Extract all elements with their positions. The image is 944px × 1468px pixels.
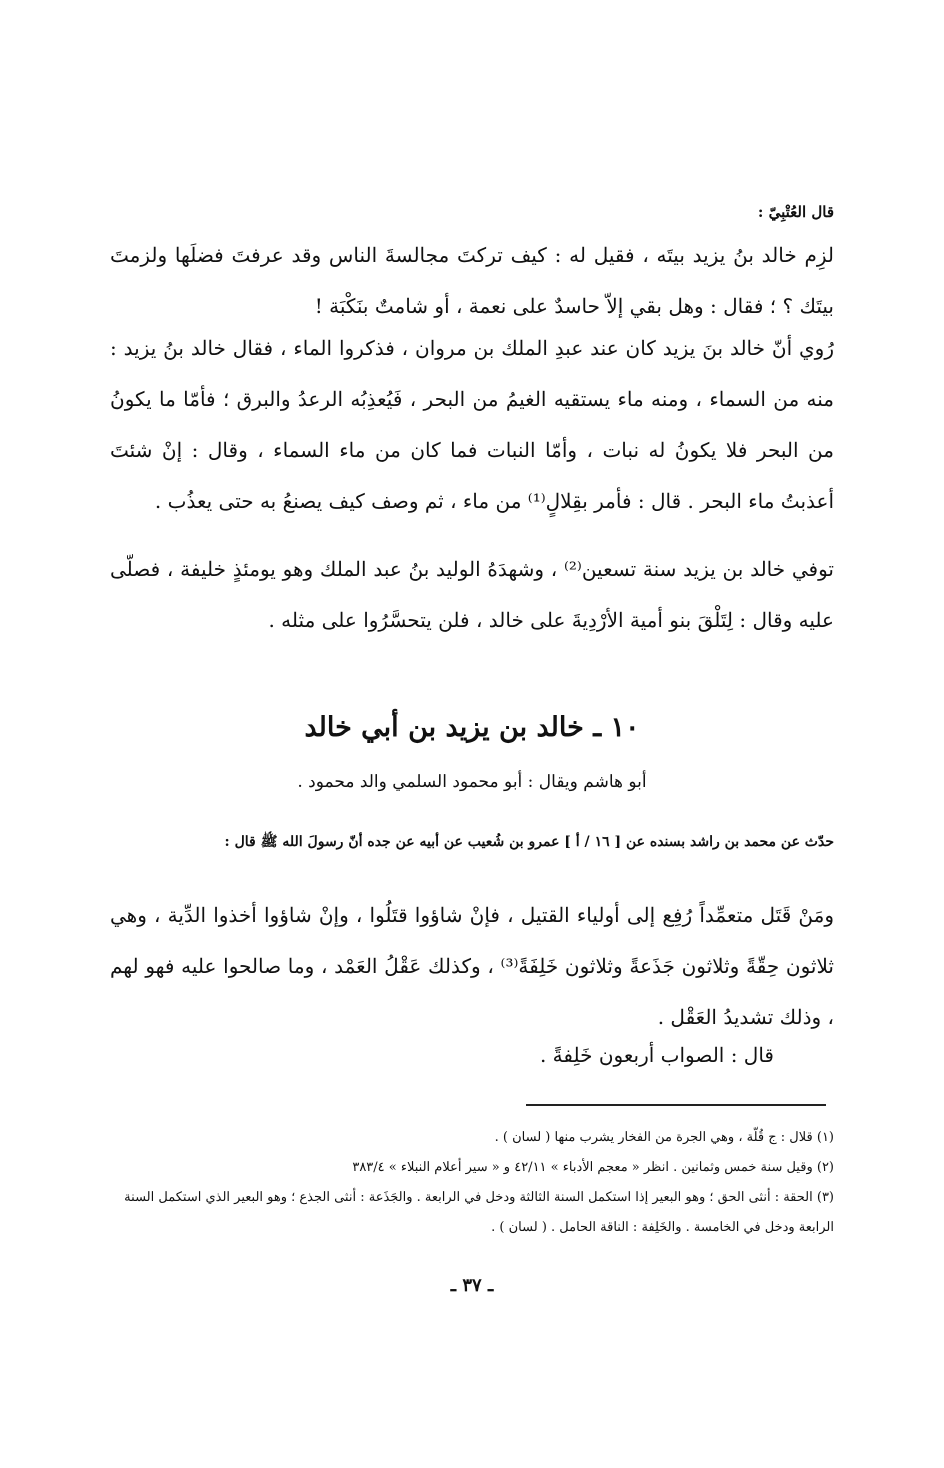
isnad-chain: حدّث عن محمد بن راشد بسنده عن [ ١٦ / أ ] عمرو بن شُعيب عن أبيه عن جده أنّ رسولَ الله ﷺ قال : — [224, 834, 834, 850]
paragraph-text: رُوي أنّ خالد بنَ يزيد كان عند عبدِ الملك بن مروان ، فذكروا الماء ، فقال خالد بنُ يزيد : منه من السماء ، ومنه ماء يستقيه الغيمُ من البحر ، فَيُعذِبُه الرعدُ والبرق ؛ فأمّا ما يكونُ من البحر فلا يكونُ له نبات ، وأمّا النبات فما كان من ماء السماء ، وقال : إنْ شئتَ أعذبتُ ماء البحر . قال : فأمر بقِلالٍ⁽¹⁾ من ماء ، ثم وصف كيف يصنعُ به حتى يعذُب . — [110, 336, 834, 513]
paragraph-seclusion — [110, 230, 834, 332]
footnote-separator — [526, 1104, 826, 1106]
paragraph-water — [110, 323, 834, 527]
paragraph-text: قال : الصواب أربعون خَلِفةً . — [539, 1043, 774, 1067]
kunya-line: أبو هاشم ويقال : أبو محمود السلمي والد محمود . — [297, 772, 647, 792]
hadith-text — [110, 890, 834, 1043]
paragraph-death — [110, 544, 834, 646]
paragraph-text: لزِم خالد بنُ يزيد بيتَه ، فقيل له : كيف تركتَ مجالسةَ الناس وقد عرفتَ فضلَها ولزمتَ بيتَك ؟ ؛ فقال : وهل بقي إلاّ حاسدٌ على نعمة ، أو شامتٌ بنَكْبَة ! — [110, 243, 834, 318]
paragraph-text: توفي خالد بن يزيد سنة تسعين⁽²⁾ ، وشهدَهُ الوليد بنُ عبد الملك وهو يومئذٍ خليفة ، فصلّى عليه وقال : لِتَلْقَ بنو أمية الأرْدِيةَ على خالد ، فلن يتحسَّرُوا على مثله . — [110, 557, 834, 632]
speaker-label: قال العُتْبِيّ : — [757, 203, 834, 221]
footnotes — [110, 1123, 834, 1243]
footnote-2: (٢) وقيل سنة خمس وثمانين . انظر « معجم الأدباء » ٤٢/١١ و « سير أعلام النبلاء » ٣٨٣/٤ — [352, 1160, 834, 1175]
footnote-1: (١) قلال : ج قُلّة ، وهي الجرة من الفخار يشرب منها ( لسان ) . — [494, 1130, 834, 1145]
biography-heading: ١٠ ـ خالد بن يزيد بن أبي خالد — [304, 712, 640, 743]
footnote-3: (٣) الحقة : أنثى الحق ؛ وهو البعير إذا استكمل السنة الثالثة ودخل في الرابعة . والجَذَعة : أنثى الجذع ؛ وهو البعير الذي استكمل السنة الرابعة ودخل في الخامسة . والخَلِفة : الناقة الحامل . ( لسان ) . — [124, 1190, 834, 1235]
page-number: ـ ٣٧ ـ — [450, 1275, 494, 1296]
correction-note — [110, 1030, 834, 1081]
paragraph-text: ومَنْ قَتَل متعمِّداً رُفِع إلى أولياء القتيل ، فإنْ شاؤوا قتَلُوا ، وإنْ شاؤوا أخذوا الدِّية ، وهي ثلاثون حِقّةً وثلاثون جَذَعةً وثلاثون خَلِفَةً⁽³⁾ ، وكذلك عَقْلُ العَمْد ، وما صالحوا عليه فهو لهم ، وذلك تشديدُ العَقْل . — [110, 903, 835, 1029]
